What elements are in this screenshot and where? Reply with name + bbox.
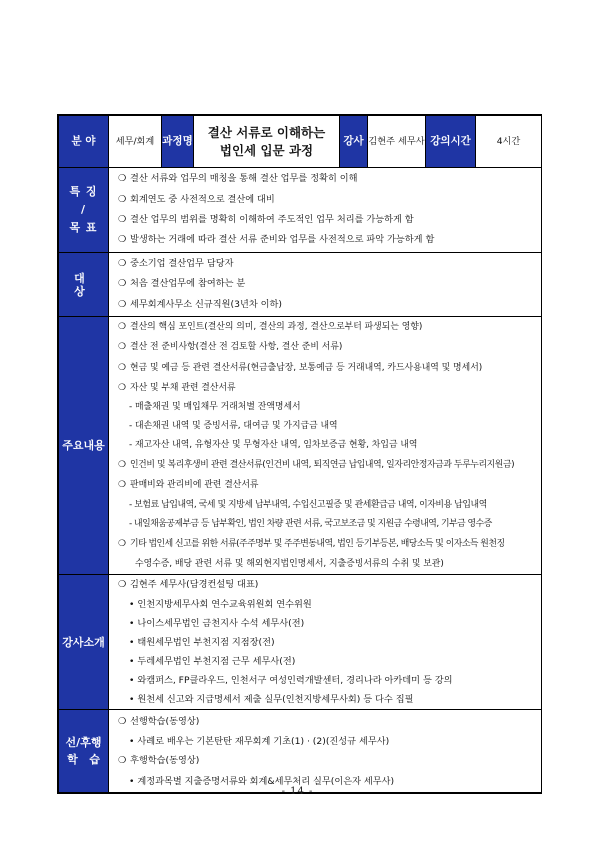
list-item bbox=[109, 751, 541, 771]
prepost-content bbox=[109, 710, 542, 793]
purpose-item: 발생하는 거래에 따라 결산 서류 준비와 업무를 사전적으로 파악 가능하게 함 bbox=[130, 234, 435, 246]
post-learning-title: 후행학습(동영상) bbox=[130, 755, 200, 767]
career-item bbox=[109, 690, 541, 709]
list-item bbox=[109, 169, 541, 189]
content-item: 결산의 핵심 포인트(결산의 의미, 결산의 과정, 결산으로부터 파생되는 영향) bbox=[130, 322, 423, 332]
content-subitem: - 대손채권 내역 및 증빙서류, 대여금 및 가지급금 내역 bbox=[129, 421, 338, 432]
course-name-label: 과정명 bbox=[162, 116, 194, 168]
list-item bbox=[109, 295, 541, 315]
bullet-circle-icon: ❍ bbox=[118, 538, 126, 549]
post-learning-text: 계정과목별 지출증명서류와 회계&세무처리 실무(이은자 세무사) bbox=[137, 775, 395, 787]
bullet-circle-icon: ❍ bbox=[118, 342, 126, 353]
prepost-row bbox=[59, 710, 542, 793]
list-item bbox=[109, 455, 541, 475]
pre-learning-item bbox=[109, 732, 541, 751]
prepost-label-line2: 학 습 bbox=[67, 753, 100, 767]
bullet-circle-icon: ❍ bbox=[118, 460, 126, 471]
list-item bbox=[109, 210, 541, 230]
header-row bbox=[59, 116, 542, 168]
target-item: 중소기업 결산업무 담당자 bbox=[130, 258, 234, 270]
content-body bbox=[109, 317, 542, 575]
bullet-circle-icon: ❍ bbox=[118, 214, 127, 225]
bullet-circle-icon: ❍ bbox=[118, 362, 126, 373]
instructor-intro-label: 강사소개 bbox=[59, 575, 109, 710]
content-item: 판매비와 관리비에 관련 결산서류 bbox=[130, 480, 259, 491]
bullet-circle-icon: ❍ bbox=[118, 755, 127, 767]
bullet-circle-icon: ❍ bbox=[118, 193, 127, 205]
list-item bbox=[109, 274, 541, 294]
dot-icon: • bbox=[129, 618, 135, 630]
bullet-circle-icon: ❍ bbox=[118, 579, 127, 591]
purpose-item: 결산 업무의 범위를 명확히 이해하여 주도적인 업무 처리를 가능하게 함 bbox=[130, 214, 414, 225]
career-text: 나이스세무법인 금천지사 수석 세무사(전) bbox=[137, 618, 305, 630]
purpose-label-line2: / bbox=[80, 203, 87, 216]
target-row bbox=[59, 253, 542, 317]
content-item: 자산 및 부채 관련 결산서류 bbox=[130, 382, 236, 393]
field-label: 분 야 bbox=[59, 116, 109, 168]
list-item bbox=[109, 712, 541, 732]
bullet-circle-icon: ❍ bbox=[118, 322, 126, 332]
list-item bbox=[109, 358, 541, 378]
content-row bbox=[59, 317, 542, 575]
instructor-value: 김현주 세무사 bbox=[368, 116, 426, 168]
purpose-row bbox=[59, 168, 542, 253]
list-item bbox=[109, 254, 541, 274]
content-item-continuation: 수영수증, 배당 관련 서류 및 해외현지법인명세서, 지출증빙서류의 수취 및 보관) bbox=[135, 559, 444, 570]
career-item bbox=[109, 671, 541, 690]
instructor-row bbox=[59, 575, 542, 710]
course-title bbox=[194, 116, 340, 168]
pre-learning-title: 선행학습(동영상) bbox=[130, 716, 200, 728]
course-info-table bbox=[57, 114, 542, 794]
career-item bbox=[109, 595, 541, 614]
instructor-name: 김현주 세무사(담경컨설팅 대표) bbox=[130, 579, 259, 591]
target-content bbox=[109, 253, 542, 317]
dot-icon: • bbox=[129, 599, 135, 611]
target-label: 대 상 bbox=[59, 253, 109, 317]
dot-icon: • bbox=[129, 656, 135, 668]
career-text: 와캠퍼스, FP클라우드, 인천서구 여성인력개발센터, 경리나라 아카데미 등 강의 bbox=[137, 675, 453, 687]
purpose-label-line1: 특 징 bbox=[69, 185, 98, 198]
pre-learning-text: 사례로 배우는 기본탄탄 재무회계 기초(1) · (2)(진성규 세무사) bbox=[137, 736, 390, 748]
prepost-label-line1: 선/후행 bbox=[65, 736, 102, 750]
bullet-circle-icon: ❍ bbox=[118, 716, 127, 728]
prepost-label bbox=[59, 710, 109, 793]
content-subitem: - 내일채움공제부금 등 납부확인, 법인 차량 관련 서류, 국고보조금 및 지원금 수령내역, 기부금 영수증 bbox=[129, 518, 492, 529]
purpose-item: 결산 서류와 업무의 매칭을 통해 결산 업무를 정확히 이해 bbox=[130, 173, 358, 185]
bullet-circle-icon: ❍ bbox=[118, 298, 127, 310]
bullet-circle-icon: ❍ bbox=[118, 234, 127, 246]
dot-icon: • bbox=[129, 675, 135, 687]
target-item: 세무회계사무소 신규직원(3년차 이하) bbox=[130, 298, 282, 310]
content-item: 결산 전 준비사항(결산 전 검토할 사항, 결산 준비 서류) bbox=[130, 342, 343, 353]
list-item bbox=[109, 475, 541, 495]
career-item bbox=[109, 633, 541, 652]
dot-icon: • bbox=[129, 694, 135, 706]
dot-icon: • bbox=[129, 775, 135, 787]
instructor-label: 강사 bbox=[340, 116, 368, 168]
content-label: 주요내용 bbox=[59, 317, 109, 575]
page-number: - 14 - bbox=[281, 786, 314, 797]
list-item bbox=[109, 575, 541, 595]
content-subitem: - 보험료 납입내역, 국세 및 지방세 납부내역, 수입신고필증 및 관세환급금 내역, 이자비용 납입내역 bbox=[129, 499, 487, 510]
purpose-content bbox=[109, 168, 542, 253]
content-subitem: - 매출채권 및 매입채무 거래처별 잔액명세서 bbox=[129, 402, 301, 413]
purpose-label bbox=[59, 168, 109, 253]
list-item bbox=[109, 378, 541, 398]
field-value: 세무/회계 bbox=[109, 116, 162, 168]
duration-label: 강의시간 bbox=[426, 116, 476, 168]
bullet-circle-icon: ❍ bbox=[118, 258, 127, 270]
bullet-circle-icon: ❍ bbox=[118, 278, 127, 290]
career-text: 태원세무법인 부천지점 지점장(전) bbox=[137, 637, 275, 649]
dot-icon: • bbox=[129, 736, 135, 748]
bullet-circle-icon: ❍ bbox=[118, 173, 127, 185]
purpose-item: 회계연도 중 사전적으로 결산에 대비 bbox=[130, 193, 275, 205]
instructor-content bbox=[109, 575, 542, 710]
content-item: 인건비 및 복리후생비 관련 결산서류(인건비 내역, 퇴직연금 납입내역, 일자리안정자금과 두루누리지원금) bbox=[130, 460, 515, 471]
career-item bbox=[109, 614, 541, 633]
bullet-circle-icon: ❍ bbox=[118, 382, 126, 393]
purpose-label-line3: 목 표 bbox=[69, 221, 98, 234]
content-subitem: - 재고자산 내역, 유형자산 및 무형자산 내역, 임차보증금 현황, 차입금 내역 bbox=[129, 440, 418, 451]
duration-value: 4시간 bbox=[476, 116, 542, 168]
content-item: 기타 법인세 신고를 위한 서류(주주명부 및 주주변동내역, 법인 등기부등본, 배당소득 및 이자소득 원천징 bbox=[130, 538, 505, 549]
career-text: 원천세 신고와 지급명세서 제출 실무(인천지방세무사회) 등 다수 집필 bbox=[137, 694, 414, 706]
career-item bbox=[109, 652, 541, 671]
list-item bbox=[109, 317, 541, 337]
dot-icon: • bbox=[129, 637, 135, 649]
career-text: 두레세무법인 부천지점 근무 세무사(전) bbox=[137, 656, 296, 668]
list-item bbox=[109, 534, 541, 554]
list-item bbox=[109, 230, 541, 250]
bullet-circle-icon: ❍ bbox=[118, 480, 126, 491]
course-title-line1: 결산 서류로 이해하는 bbox=[207, 124, 326, 140]
list-item bbox=[109, 337, 541, 357]
target-item: 처음 결산업무에 참여하는 분 bbox=[130, 278, 246, 290]
course-title-line2: 법인세 입문 과정 bbox=[219, 142, 314, 158]
career-text: 인천지방세무사회 연수교육위원회 연수위원 bbox=[137, 599, 312, 611]
list-item bbox=[109, 190, 541, 210]
content-item: 현금 및 예금 등 관련 결산서류(현금출납장, 보통예금 등 거래내역, 카드사용내역 및 명세서) bbox=[130, 362, 483, 373]
